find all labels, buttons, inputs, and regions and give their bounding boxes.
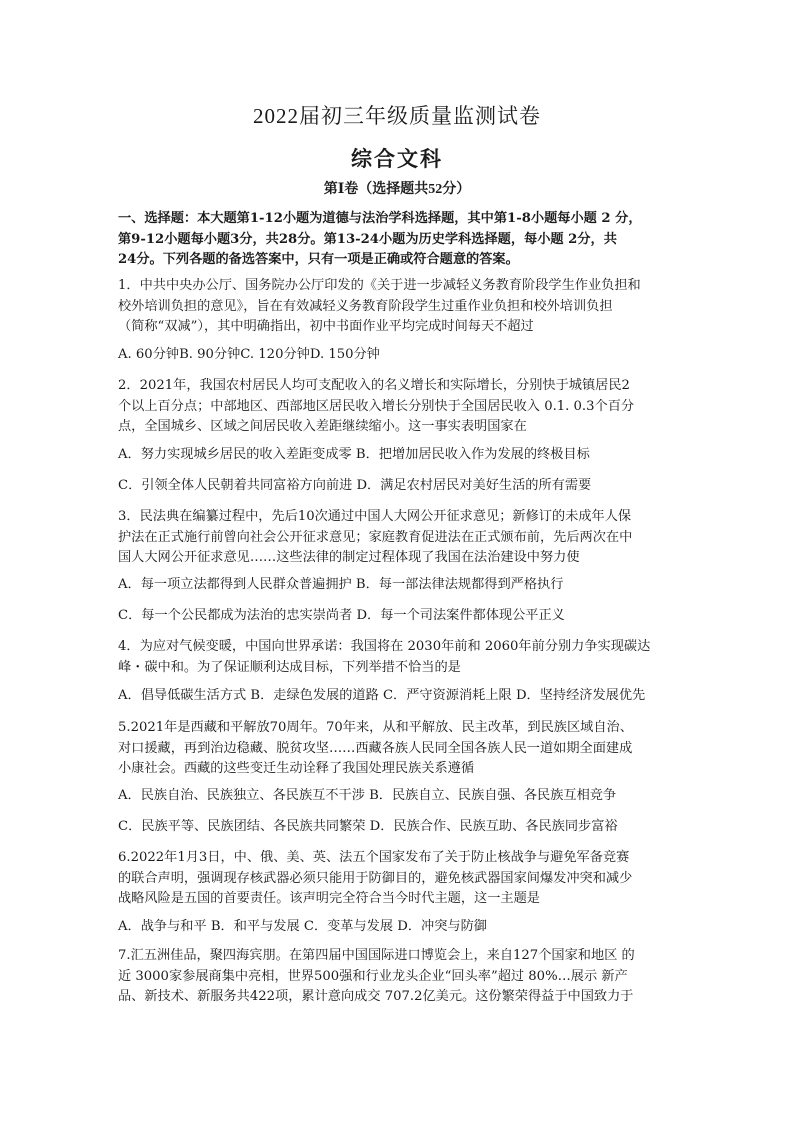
stem-line: 近 3000家参展商集中亮相，世界500强和行业龙头企业“回头率”超过 80%…展示 新产	[118, 968, 628, 984]
instruction-line: 24分。下列各题的备选答案中，只有一项是正确或符合题意的答案。	[118, 252, 519, 267]
section-heading: 第Ⅰ卷（选择题共52分）	[323, 182, 471, 197]
option-line: C．引领全体人民朝着共同富裕方向前进 D．满足农村居民对美好生活的所有需要	[118, 478, 592, 493]
stem-line: 的联合声明，强调现存核武器必须只能用于防御目的，避免核武器国家间爆发冲突和减少	[118, 870, 633, 886]
question-2-options	[118, 445, 684, 466]
stem-line: 对口援藏，再到治边稳藏、脱贫攻坚……西藏各族人民同全国各族人民一道如期全面建成	[118, 740, 633, 756]
question-3-stem	[118, 507, 684, 569]
stem-line: （简称“双减”），其中明确指出，初中书面作业平均完成时间每天不超过	[118, 319, 534, 334]
question-5-options	[118, 786, 684, 807]
stem-line: 个以上百分点；中部地区、西部地区居民收入增长分别快于全国居民收入 0.1. 0.3个百分	[118, 398, 635, 414]
question-2-options	[118, 476, 684, 497]
stem-line: 3．民法典在编纂过程中，先后10次通过中国人大网公开征求意见；新修订的未成年人保	[118, 509, 632, 524]
stem-line: 点，全国城乡、区域之间居民收入差距继续缩小。这一事实表明国家在	[118, 419, 527, 434]
stem-line: 校外培训负担的意见》，旨在有效减轻义务教育阶段学生过重作业负担和校外培训负担	[118, 298, 613, 314]
option-line: C．民族平等、民族团结、各民族共同繁荣 D．民族合作、民族互助、各民族同步富裕	[118, 819, 618, 834]
stem-line: 5.2021年是西藏和平解放70周年。70年来，从和平解放、民主改革，到民族区域自治、	[118, 720, 633, 735]
stem-line: 峰・碳中和。为了保证顺利达成目标，下列举措不恰当的是	[118, 659, 461, 675]
option-line: C．每一个公民都成为法治的忠实崇尚者 D．每一个司法案件都体现公平正义	[118, 608, 565, 623]
question-1-options	[118, 345, 684, 366]
option-line: A．战争与和平 B．和平与发展 C．变革与发展 D．冲突与防御	[118, 919, 487, 934]
stem-line: 小康社会。西藏的这些变迁生动诠释了我国处理民族关系遵循	[118, 761, 475, 776]
question-2-stem	[118, 376, 684, 438]
stem-line: 4．为应对气候变暖，中国向世界承诺：我国将在 2030年前和 2060年前分别力争实现碳达	[118, 639, 651, 654]
instruction-line: 第9-12小题每小题3分，共28分。第13-24小题为历史学科选择题，每小题 2分，共	[118, 231, 617, 247]
option-line: A. 60分钟B. 90分钟C. 120分钟D. 150分钟	[118, 347, 380, 362]
subject-title: 综合文科	[351, 147, 443, 171]
question-6-options	[118, 917, 684, 938]
stem-line: 护法在正式施行前曾向社会公开征求意见；家庭教育促进法在正式颁布前，先后两次在中	[118, 529, 633, 545]
stem-line: 1．中共中央办公厅、国务院办公厅印发的《关于进一步减轻义务教育阶段学生作业负担和	[118, 278, 641, 293]
stem-line: 6.2022年1月3日，中、俄、美、英、法五个国家发布了关于防止核战争与避免军备竞赛	[118, 850, 630, 865]
stem-line: 品、新技术、新服务共422项，累计意向成交 707.2亿美元。这份繁荣得益于中国致力于	[118, 989, 634, 1004]
instructions	[118, 209, 684, 271]
question-5-options	[118, 817, 684, 838]
question-4-options	[118, 686, 684, 707]
stem-line: 国人大网公开征求意见……这些法律的制定过程体现了我国在法治建设中努力使	[118, 550, 580, 565]
question-4-stem	[118, 637, 684, 678]
option-line: A．倡导低碳生活方式 B．走绿色发展的道路 C．严守资源消耗上限 D．坚持经济发展优先	[118, 688, 646, 703]
question-5-stem	[118, 718, 684, 780]
stem-line: 2．2021年，我国农村居民人均可支配收入的名义增长和实际增长，分别快于城镇居民2	[118, 378, 630, 393]
question-3-options	[118, 606, 684, 627]
option-line: A．每一项立法都得到人民群众普遍拥护 B．每一部法律法规都得到严格执行	[118, 577, 564, 592]
option-line: A．民族自治、民族独立、各民族互不干涉 B．民族自立、民族自强、各民族互相竞争	[118, 788, 617, 803]
question-1-stem	[118, 276, 684, 338]
option-line: A．努力实现城乡居民的收入差距变成零 B．把增加居民收入作为发展的终极目标	[118, 447, 590, 462]
stem-line: 战略风险是五国的首要责任。该声明完全符合当今时代主题，这一主题是	[118, 891, 540, 906]
stem-line: 7.汇五洲佳品，聚四海宾朋。在第四届中国国际进口博览会上，来自127个国家和地区 的	[118, 948, 635, 963]
question-3-options	[118, 575, 684, 596]
instruction-line: 一、选择题：本大题第1-12小题为道德与法治学科选择题，其中第1-8小题每小题 2 分，	[118, 211, 642, 226]
question-6-stem	[118, 848, 684, 910]
question-7-stem	[118, 946, 684, 1008]
exam-title: 2022届初三年级质量监测试卷	[253, 104, 541, 128]
